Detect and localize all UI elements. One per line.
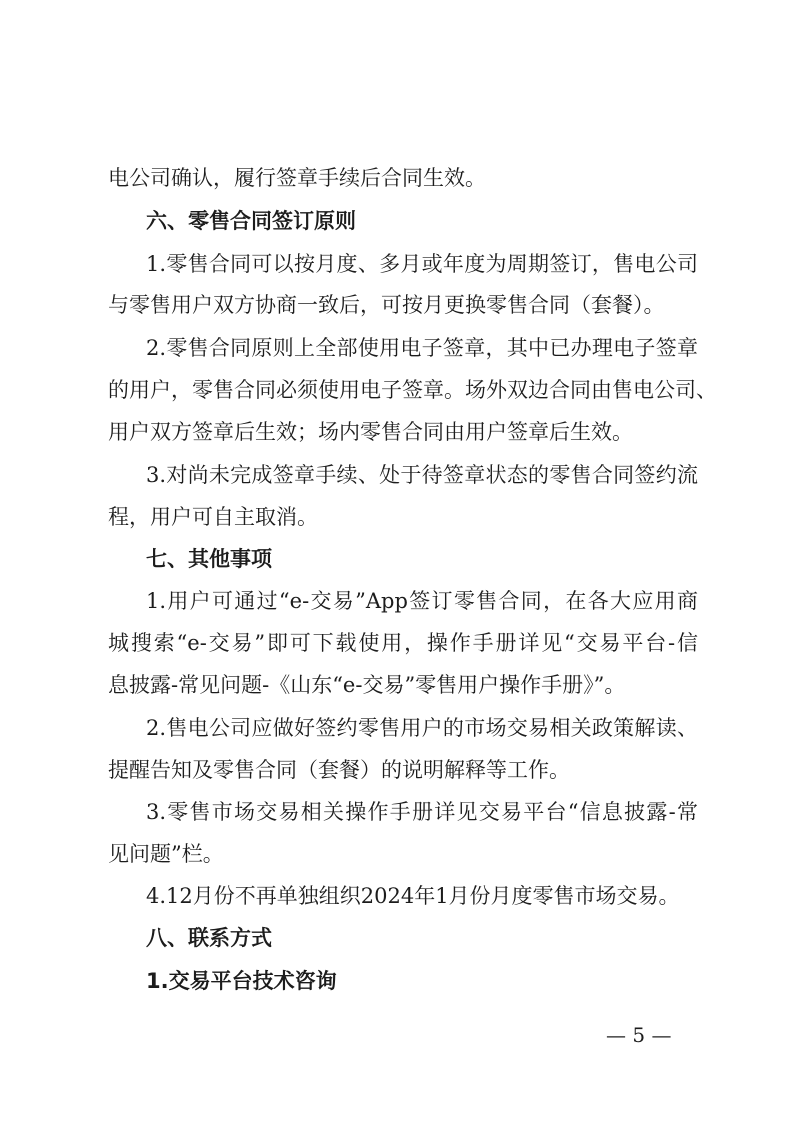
paragraph-line: 3.对尚未完成签章手续、处于待签章状态的零售合同签约流: [146, 463, 698, 487]
paragraph-line: 3.零售市场交易相关操作手册详见交易平台“信息披露-常: [146, 800, 698, 824]
paragraph-line: 程，用户可自主取消。: [108, 505, 318, 529]
paragraph-line: 城搜索“e-交易”即可下载使用，操作手册详见“交易平台-信: [108, 631, 698, 655]
paragraph-line: 与零售用户双方协商一致后，可按月更换零售合同（套餐）。: [108, 293, 665, 317]
section-heading-6: 六、零售合同签订原则: [146, 209, 356, 233]
paragraph-line: 2.零售合同原则上全部使用电子签章，其中已办理电子签章: [146, 336, 698, 360]
paragraph-line: 4.12月份不再单独组织2024年1月份月度零售市场交易。: [146, 884, 680, 908]
paragraph-line: 息披露-常见问题-《山东“e-交易”零售用户操作手册》”。: [108, 673, 626, 697]
paragraph-line: 1.用户可通过“e-交易”App签订零售合同，在各大应用商: [146, 589, 698, 613]
subsection-heading: 1.交易平台技术咨询: [146, 969, 337, 993]
paragraph-line: 电公司确认，履行签章手续后合同生效。: [108, 166, 486, 190]
paragraph-line: 用户双方签章后生效；场内零售合同由用户签章后生效。: [108, 420, 633, 444]
paragraph-line: 的用户，零售合同必须使用电子签章。场外双边合同由售电公司、: [108, 378, 717, 402]
page-number: — 5 —: [606, 1023, 672, 1047]
paragraph-line: 见问题”栏。: [108, 842, 224, 866]
paragraph-line: 提醒告知及零售合同（套餐）的说明解释等工作。: [108, 758, 570, 782]
section-heading-8: 八、联系方式: [146, 926, 272, 950]
paragraph-line: 1.零售合同可以按月度、多月或年度为周期签订，售电公司: [146, 252, 698, 276]
section-heading-7: 七、其他事项: [146, 547, 272, 571]
paragraph-line: 2.售电公司应做好签约零售用户的市场交易相关政策解读、: [146, 716, 698, 740]
